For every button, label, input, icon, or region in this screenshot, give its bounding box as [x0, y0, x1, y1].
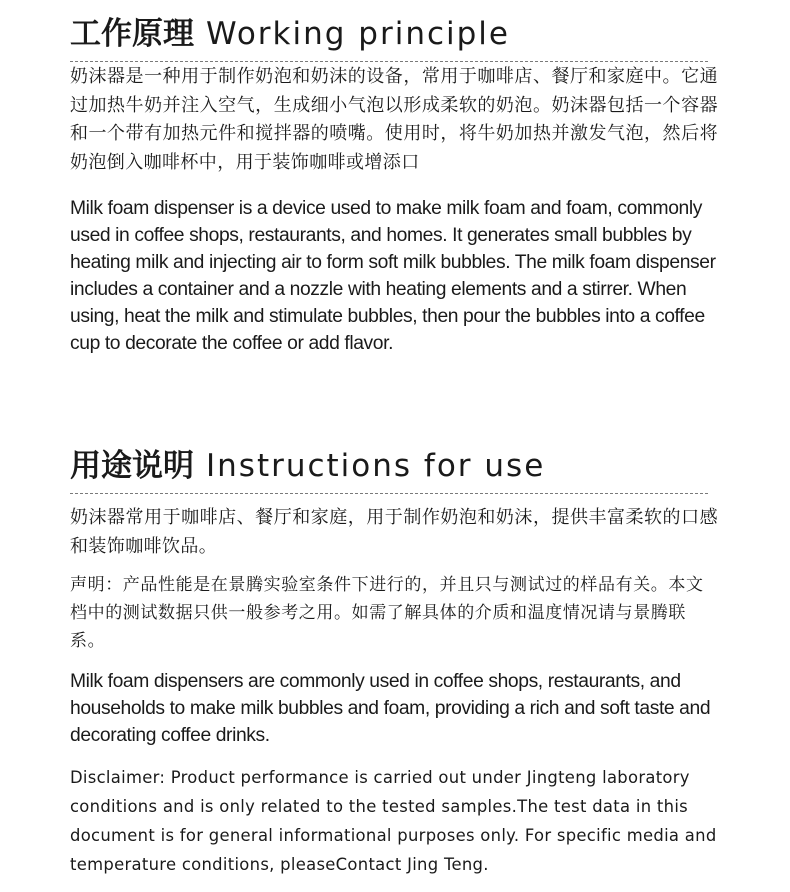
working-principle-body-cn: 奶沫器是一种用于制作奶泡和奶沫的设备，常用于咖啡店、餐厅和家庭中。它通过加热牛奶并注入空气，生成细小气泡以形成柔软的奶泡。奶沫器包括一个容器和一个带有加热元件和搅拌器的喷嘴。使用时，将牛奶加热并激发气泡，然后将奶泡倒入咖啡杯中，用于装饰咖啡或增添口 — [70, 66, 718, 173]
section-divider — [70, 493, 708, 494]
working-principle-heading — [70, 14, 510, 54]
instructions-body-cn: 奶沫器常用于咖啡店、餐厅和家庭，用于制作奶泡和奶沫，提供丰富柔软的口感和装饰咖啡饮品。 — [70, 507, 718, 557]
section-divider — [70, 61, 708, 62]
instructions-title-en: Instructions for use — [206, 448, 546, 484]
working-principle-title-en: Working principle — [206, 16, 510, 52]
working-principle-body-en: Milk foam dispenser is a device used to make milk foam and foam, commonly used in coffee shops, restaurants, and homes. It generates small bubbles by heating milk and injecting air to form soft milk bubbles. The milk foam dispenser includes a container and a nozzle with heating elements and a stirrer. When using, heat the milk and stimulate bubbles, then pour the bubbles into a coffee cup to decorate the coffee or add flavor. — [70, 198, 716, 354]
disclaimer-cn: 声明：产品性能是在景腾实验室条件下进行的，并且只与测试过的样品有关。本文档中的测试数据只供一般参考之用。如需了解具体的介质和温度情况请与景腾联系。 — [70, 575, 704, 651]
working-principle-title-cn: 工作原理 — [70, 16, 194, 52]
instructions-heading — [70, 446, 545, 486]
instructions-body-en: Milk foam dispensers are commonly used in coffee shops, restaurants, and households to make milk bubbles and foam, providing a rich and soft taste and decorating coffee drinks. — [70, 671, 711, 746]
instructions-title-cn: 用途说明 — [70, 448, 194, 484]
disclaimer-en: Disclaimer: Product performance is carried out under Jingteng laboratory conditions and is only related to the tested samples.The test data in this document is for general informational purposes only. For specific media and temperature conditions, pleaseContact Jing Teng. — [70, 768, 717, 874]
